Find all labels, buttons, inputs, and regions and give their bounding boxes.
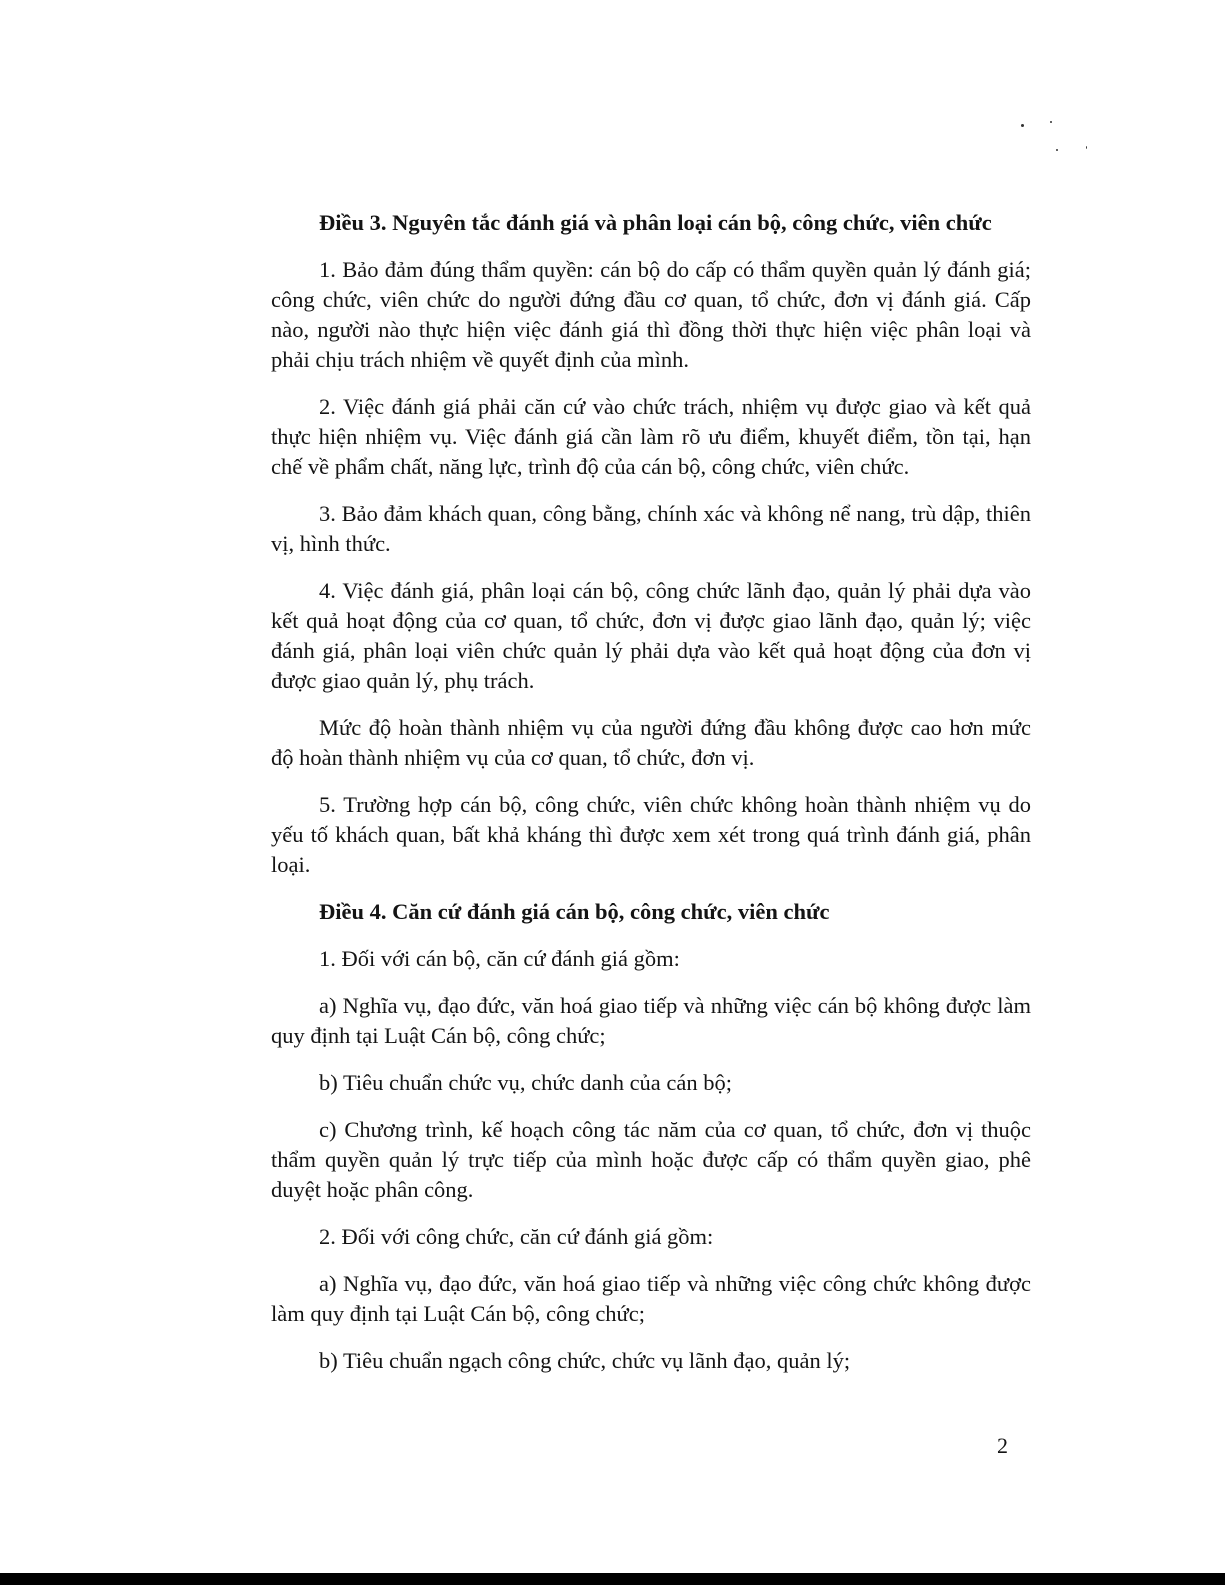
article-4-clause-1: 1. Đối với cán bộ, căn cứ đánh giá gồm: [319,946,680,971]
article-4-clause-2b: b) Tiêu chuẩn ngạch công chức, chức vụ lãnh đạo, quản lý; [319,1348,851,1373]
scan-speck [1050,121,1052,123]
article-4-clause-2: 2. Đối với công chức, căn cứ đánh giá gồm: [319,1224,714,1249]
article-4-clause-1c: c) Chương trình, kế hoạch công tác năm của cơ quan, tổ chức, đơn vị thuộc thẩm quyền quản lý trực tiếp của mình hoặc được cấp có thẩm quyền giao, phê duyệt hoặc phân công. [271,1117,1031,1202]
scan-speck [1086,146,1087,149]
article-4-heading: Điều 4. Căn cứ đánh giá cán bộ, công chức, viên chức [319,899,830,924]
article-3-clause-4: 4. Việc đánh giá, phân loại cán bộ, công chức lãnh đạo, quản lý phải dựa vào kết quả hoạt động của cơ quan, tổ chức, đơn vị được giao lãnh đạo, quản lý; việc đánh giá, phân loại viên chức quản lý phải dựa vào kết quả hoạt động của đơn vị được giao quản lý, phụ trách. [271,578,1031,693]
document-body [271,208,1031,1393]
article-3-clause-5: 5. Trường hợp cán bộ, công chức, viên chức không hoàn thành nhiệm vụ do yếu tố khách quan, bất khả kháng thì được xem xét trong quá trình đánh giá, phân loại. [271,792,1031,877]
article-4-clause-2a: a) Nghĩa vụ, đạo đức, văn hoá giao tiếp và những việc công chức không được làm quy định tại Luật Cán bộ, công chức; [271,1271,1031,1326]
scan-bottom-edge [0,1573,1225,1585]
article-3-clause-4-note: Mức độ hoàn thành nhiệm vụ của người đứng đầu không được cao hơn mức độ hoàn thành nhiệm vụ của cơ quan, tổ chức, đơn vị. [271,715,1031,770]
article-3-clause-1: 1. Bảo đảm đúng thẩm quyền: cán bộ do cấp có thẩm quyền quản lý đánh giá; công chức, viên chức do người đứng đầu cơ quan, tổ chức, đơn vị đánh giá. Cấp nào, người nào thực hiện việc đánh giá thì đồng thời thực hiện việc phân loại và phải chịu trách nhiệm về quyết định của mình. [271,257,1031,372]
article-3-clause-2: 2. Việc đánh giá phải căn cứ vào chức trách, nhiệm vụ được giao và kết quả thực hiện nhiệm vụ. Việc đánh giá cần làm rõ ưu điểm, khuyết điểm, tồn tại, hạn chế về phẩm chất, năng lực, trình độ của cán bộ, công chức, viên chức. [271,394,1031,479]
article-3-clause-3: 3. Bảo đảm khách quan, công bằng, chính xác và không nể nang, trù dập, thiên vị, hình thức. [271,501,1031,556]
article-4-clause-1a: a) Nghĩa vụ, đạo đức, văn hoá giao tiếp và những việc cán bộ không được làm quy định tại Luật Cán bộ, công chức; [271,993,1031,1048]
article-3-heading: Điều 3. Nguyên tắc đánh giá và phân loại cán bộ, công chức, viên chức [319,210,992,235]
article-4-clause-1b: b) Tiêu chuẩn chức vụ, chức danh của cán bộ; [319,1070,733,1095]
page-number: 2 [997,1433,1008,1458]
scan-speck [1021,124,1024,127]
scan-speck [1056,149,1058,151]
